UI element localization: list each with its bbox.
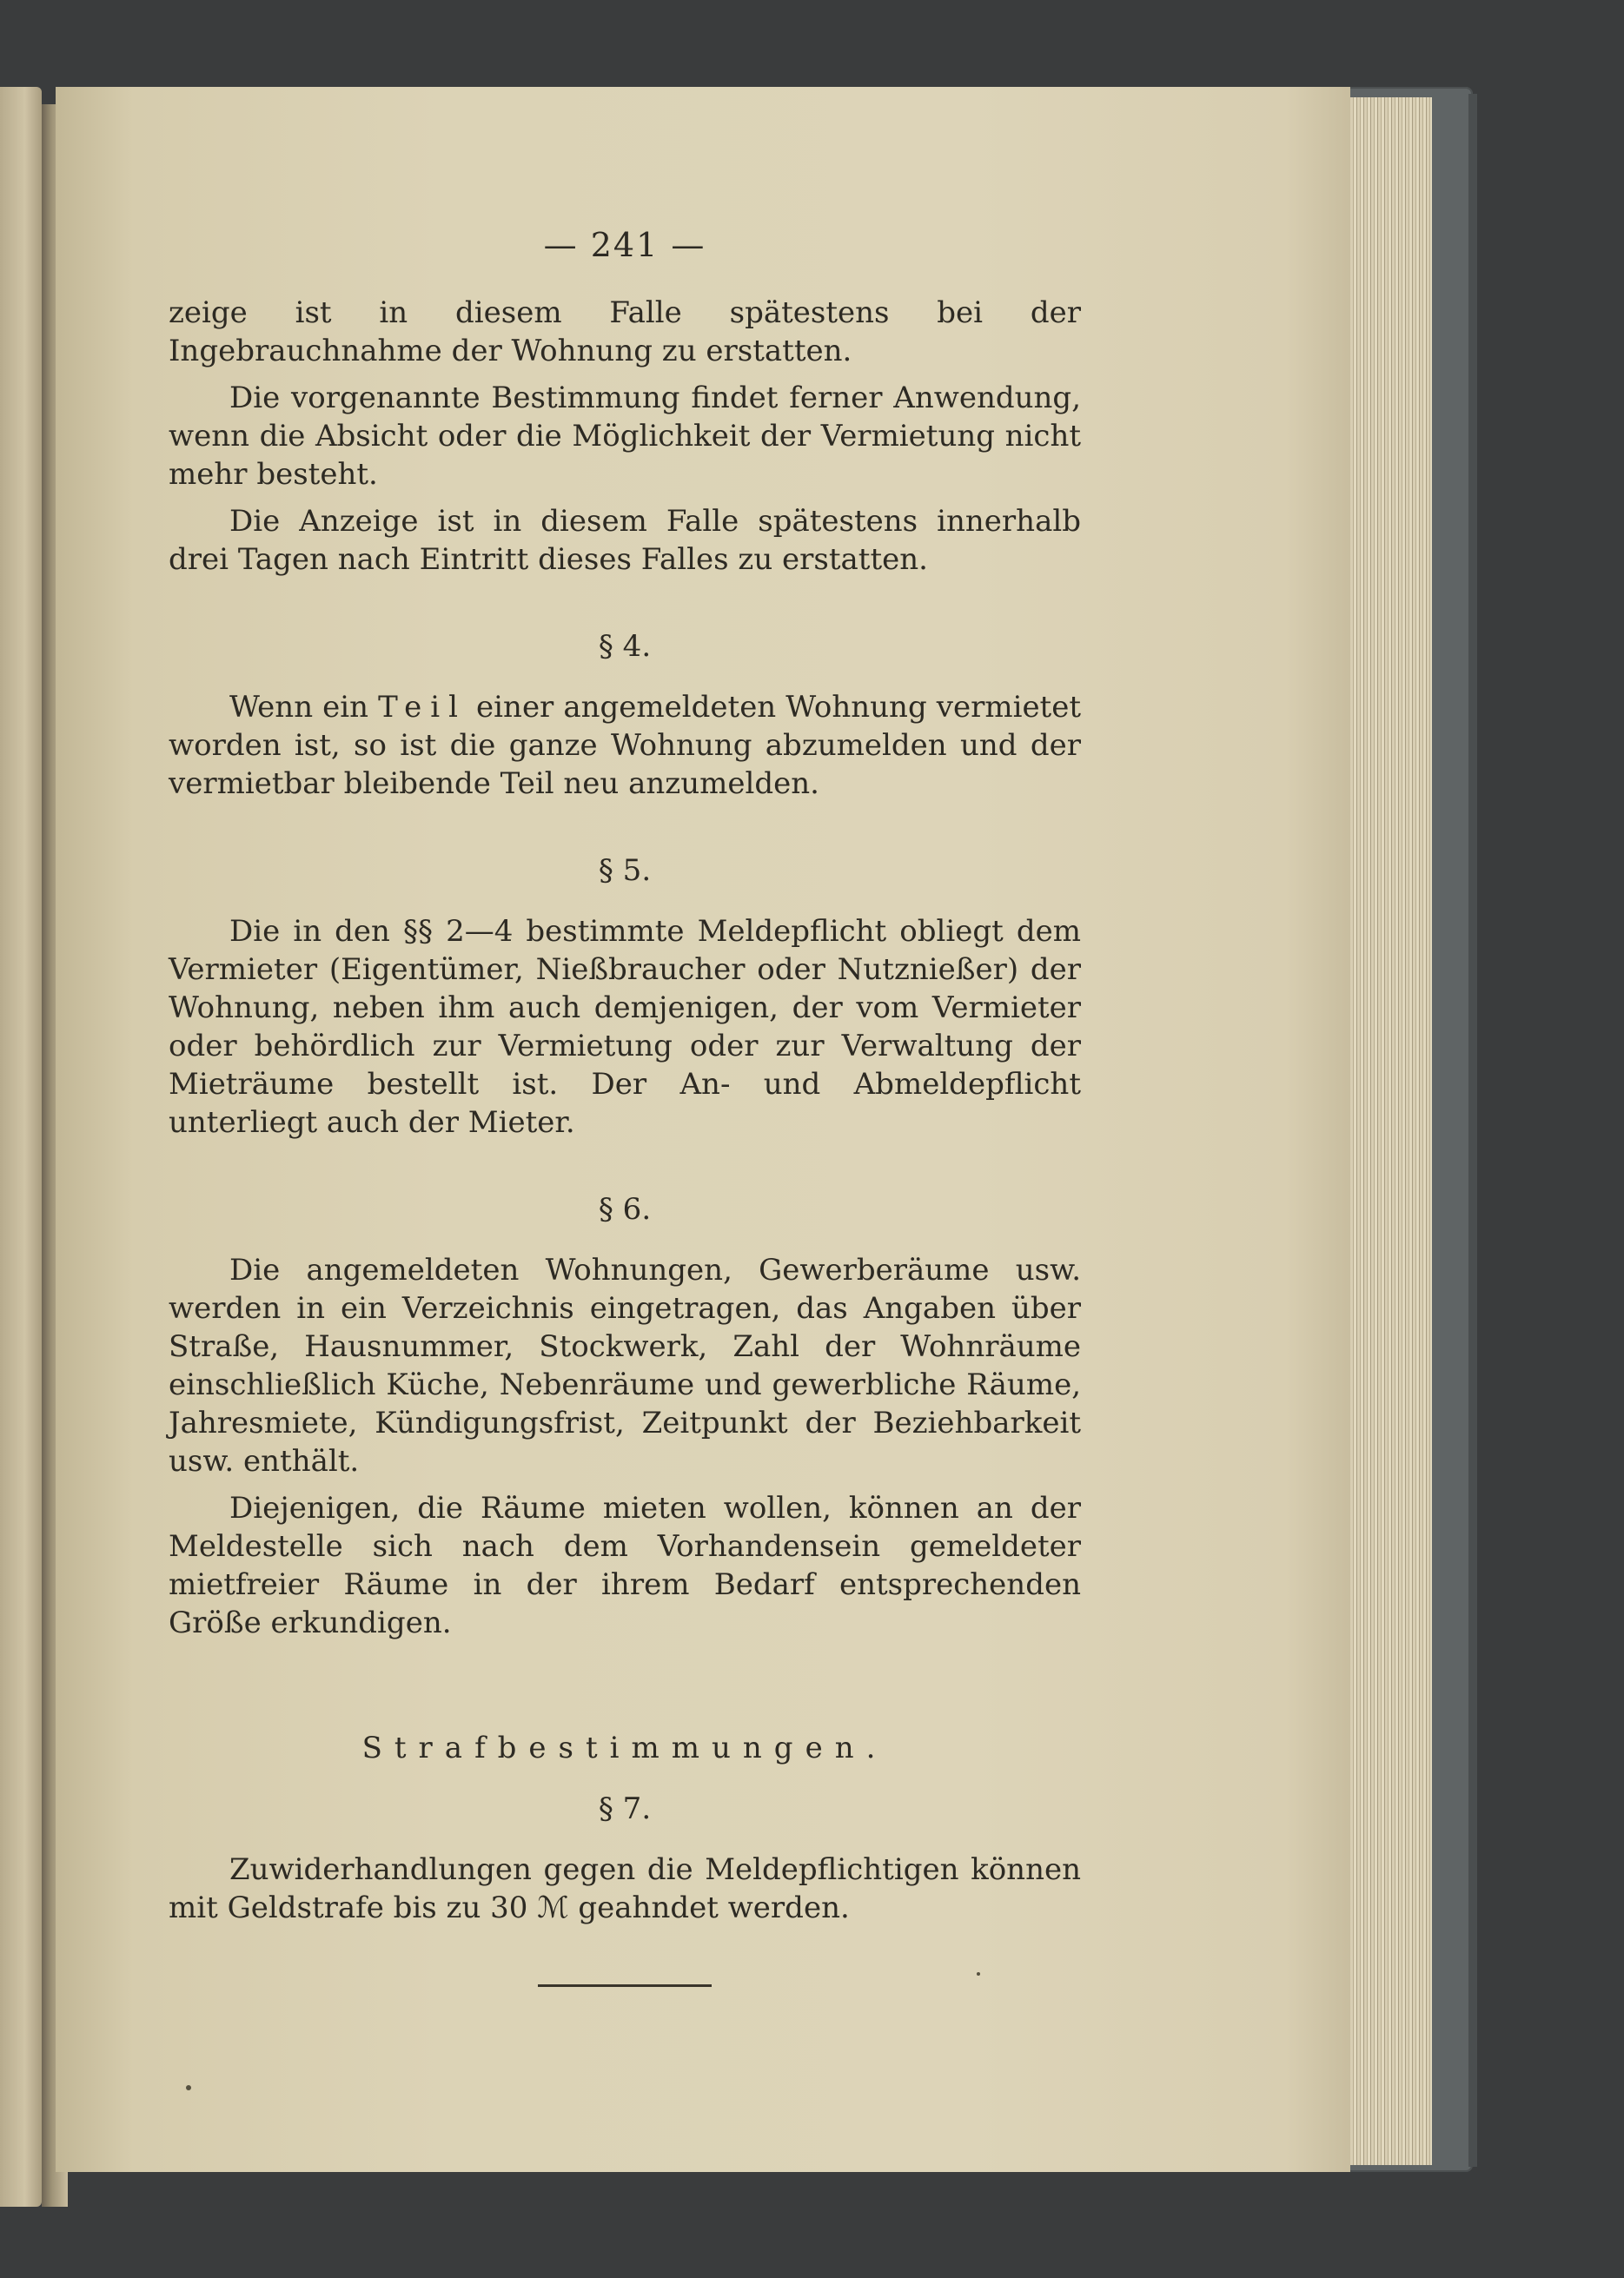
paragraph-section-4 — [169, 688, 1081, 803]
book-page — [56, 87, 1350, 2172]
end-rule — [538, 1984, 712, 1987]
para-4-rest: einer angemeldeten Wohnung vermietet worden ist, so ist die ganze Wohnung abzumelden und der vermietbar bleibende Teil neu anzumelden. — [169, 690, 1082, 801]
section-5-heading: § 5. — [598, 853, 652, 888]
page-number: — 241 — — [543, 226, 706, 264]
paragraph-deadline: Die Anzeige ist in diesem Falle spätestens innerhalb drei Tagen nach Eintritt dieses Falles zu erstatten. — [169, 504, 1081, 577]
paragraph-section-5: Die in den §§ 2—4 bestimmte Meldepflicht obliegt dem Vermieter (Eigentümer, Nießbraucher oder Nutznießer) der Wohnung, neben ihm auch demjenigen, der vom Vermieter oder behördlich zur Vermietung oder zur Verwaltung der Mieträume bestellt ist. Der An- und Abmeldepflicht unterliegt auch der Mieter. — [169, 914, 1081, 1140]
section-4-heading: § 4. — [598, 629, 652, 664]
section-7-heading: § 7. — [598, 1791, 652, 1826]
paper-speck — [977, 1972, 980, 1976]
heading-penalties: Strafbestimmungen. — [361, 1731, 888, 1765]
section-6-heading: § 6. — [598, 1192, 652, 1227]
page-content — [169, 226, 1081, 1987]
paragraph-section-6a: Die angemeldeten Wohnungen, Gewerberäume usw. werden in ein Verzeichnis eingetragen, das Angaben über Straße, Hausnummer, Stockwerk, Zahl der Wohnräume einschließlich Küche, Nebenräume und gewerbliche Räume, Jahresmiete, Kündigungsfrist, Zeitpunkt der Beziehbarkeit usw. enthält. — [169, 1253, 1081, 1479]
paragraph-continuation: zeige ist in diesem Falle spätestens bei der Ingebrauchnahme der Wohnung zu erstatten. — [169, 295, 1081, 368]
paragraph-section-7: Zuwiderhandlungen gegen die Meldepflichtigen können mit Geldstrafe bis zu 30 ℳ geahndet werden. — [169, 1852, 1081, 1925]
book-cover-edge — [1468, 94, 1477, 2167]
para-4-start: Wenn ein — [229, 690, 369, 725]
paragraph-section-6b: Diejenigen, die Räume mieten wollen, können an der Meldestelle sich nach dem Vorhandensein gemeldeter mietfreier Räume in der ihrem Bedarf entsprechenden Größe erkundigen. — [169, 1491, 1081, 1640]
para-4-spaced-word: Teil — [378, 690, 467, 725]
paper-speck — [186, 2085, 191, 2090]
paragraph-announcement-rule: Die vorgenannte Bestimmung findet ferner Anwendung, wenn die Absicht oder die Möglichkeit der Vermietung nicht mehr besteht. — [169, 381, 1081, 492]
facing-page-edge — [0, 87, 42, 2207]
